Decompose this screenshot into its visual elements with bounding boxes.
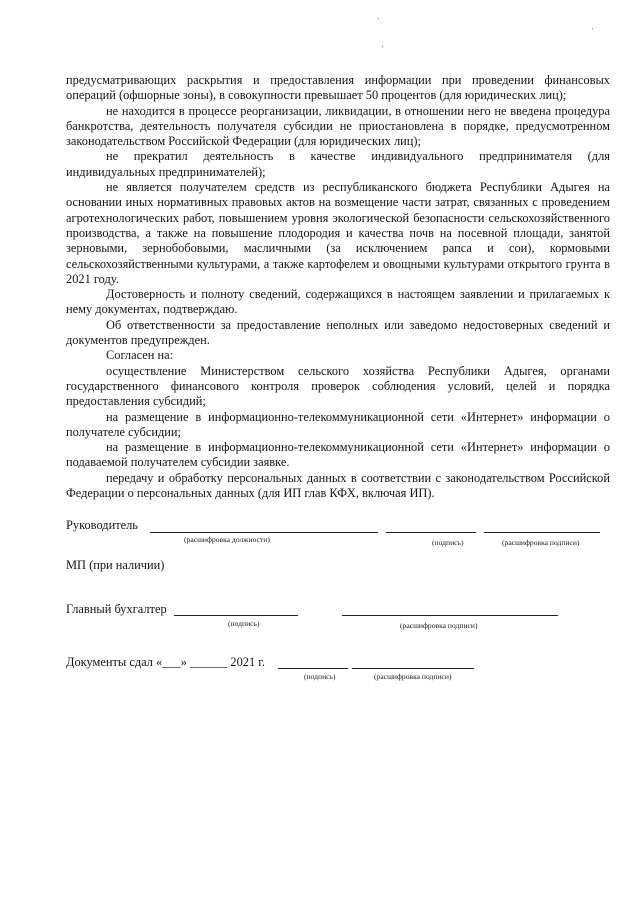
paragraph: не является получателем средств из республиканского бюджета Республики Адыгея на основании иных нормативных правовых актов на возмещение части затрат, связанных с проведением агротехнологических работ, повышением уровня экологической безопасности сельскохозяйственного производства, а также на повышение плодородия и качества почв на посевной площади, занятой зерновыми, зернобобовыми, масличными (за исключением рапса и сои), кормовыми сельскохозяйственными культурами, а также картофелем и овощными культурами открытого грунта в 2021 году. [66,180,610,286]
document-body [66,73,610,501]
scan-speck [592,28,593,29]
position-caption: (расшифровка должности) [184,535,270,544]
stamp-label: МП (при наличии) [66,558,165,572]
paragraph: Об ответственности за предоставление неполных или заведомо недостоверных сведений и документов предупрежден. [66,317,610,348]
scan-speck [382,46,383,47]
paragraph: не прекратил деятельность в качестве индивидуального предпринимателя (для индивидуальных предпринимателей); [66,149,610,179]
accountant-signature-caption: (подпись) [228,619,260,628]
paragraph: Достоверность и полноту сведений, содержащихся в настоящем заявлении и прилагаемых к нему документах, подтверждаю. [66,287,610,317]
documents-decode-caption: (расшифровка подписи) [374,672,452,681]
head-label: Руководитель [66,518,138,532]
accountant-decode-caption: (расшифровка подписи) [400,621,478,630]
paragraph: на размещение в информационно-телекоммуникационной сети «Интернет» информации о получателе субсидии; [66,409,610,439]
accountant-signature-line [174,615,298,616]
paragraph: не находится в процессе реорганизации, ликвидации, в отношении него не введена процедура банкротства, деятельность получателя субсидии не приостановлена в порядке, предусмотренном законодательством Российской Федерации (для юридических лиц); [66,103,610,149]
documents-label: Документы сдал «___» ______ 2021 г. [66,655,266,669]
accountant-label: Главный бухгалтер [66,602,167,616]
decode-caption: (расшифровка подписи) [502,538,580,547]
paragraph: на размещение в информационно-телекоммуникационной сети «Интернет» информации о подаваемой получателем субсидии заявке. [66,440,610,470]
paragraph: осуществление Министерством сельского хозяйства Республики Адыгея, органами государственного финансового контроля проверок соблюдения условий, целей и порядка предоставления субсидий; [66,363,610,409]
accountant-decode-line [342,615,558,616]
paragraph: Согласен на: [106,348,174,363]
scan-speck [378,18,379,19]
documents-signature-caption: (подпись) [304,672,336,681]
paragraph: передачу и обработку персональных данных в соответствии с законодательством Российской Федерации о персональных данных (для ИП глав КФХ, включая ИП). [66,470,610,501]
documents-decode-line [352,668,474,669]
paragraph: предусматривающих раскрытия и предоставления информации при проведении финансовых операций (офшорные зоны), в совокупности превышает 50 процентов (для юридических лиц); [66,73,610,103]
position-line [150,532,378,533]
signature-line [386,532,476,533]
documents-signature-line [278,668,348,669]
decode-line [484,532,600,533]
signature-caption: (подпись) [432,538,464,547]
